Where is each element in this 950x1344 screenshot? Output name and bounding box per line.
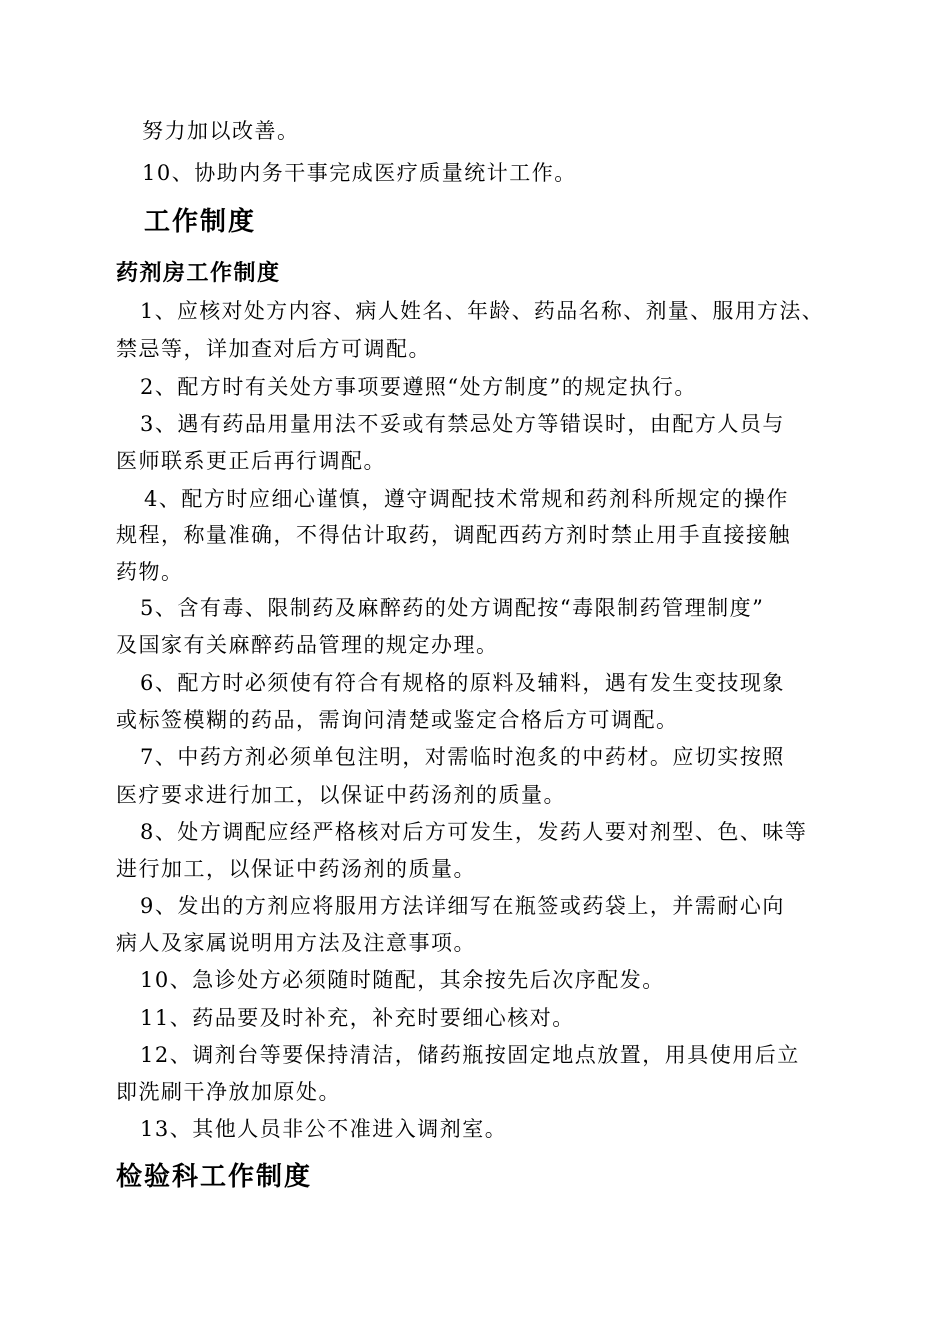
paragraph-line: 12、调剂台等要保持清洁，储药瓶按固定地点放置，用具使用后立 [140,1043,800,1067]
section-title: 工作制度 [144,207,257,237]
paragraph-line: 6、配方时必须使有符合有规格的原料及辅料，遇有发生变技现象 [140,671,785,695]
paragraph-line: 2、配方时有关处方事项要遵照“处方制度”的规定执行。 [140,375,697,399]
paragraph-line: 13、其他人员非公不准进入调剂室。 [140,1117,508,1141]
paragraph-line: 规程，称量准确，不得估计取药，调配西药方剂时禁止用手直接接触 [116,523,791,547]
paragraph-line: 4、配方时应细心谨慎，遵守调配技术常规和药剂科所规定的操作 [144,487,789,511]
paragraph-line: 即洗刷干净放加原处。 [116,1080,341,1104]
paragraph-line: 进行加工，以保证中药汤剂的质量。 [116,857,476,881]
paragraph-line: 禁忌等，详加查对后方可调配。 [116,337,431,361]
paragraph-line: 病人及家属说明用方法及注意事项。 [116,931,476,955]
paragraph-line: 及国家有关麻醉药品管理的规定办理。 [116,633,499,657]
intro-item-10: 10、协助内务干事完成医疗质量统计工作。 [142,161,577,185]
paragraph-line: 7、中药方剂必须单包注明，对需临时泡炙的中药材。应切实按照 [140,745,785,769]
paragraph-line: 医疗要求进行加工，以保证中药汤剂的质量。 [116,783,566,807]
paragraph-line: 药物。 [116,560,184,584]
paragraph-line: 1、应核对处方内容、病人姓名、年龄、药品名称、剂量、服用方法、 [140,299,825,323]
paragraph-line: 11、药品要及时补充，补充时要细心核对。 [140,1006,575,1030]
paragraph-line: 5、含有毒、限制药及麻醉药的处方调配按“毒限制药管理制度” [140,596,765,620]
paragraph-line: 或标签模糊的药品，需询问清楚或鉴定合格后方可调配。 [116,708,679,732]
paragraph-line: 3、遇有药品用量用法不妥或有禁忌处方等错误时，由配方人员与 [140,412,785,436]
intro-line: 努力加以改善。 [142,119,300,143]
paragraph-line: 9、发出的方剂应将服用方法详细写在瓶签或药袋上，并需耐心向 [140,894,785,918]
paragraph-line: 10、急诊处方必须随时随配，其余按先后次序配发。 [140,968,665,992]
lab-title: 检验科工作制度 [116,1162,313,1192]
paragraph-line: 医师联系更正后再行调配。 [116,449,386,473]
pharmacy-title: 药剂房工作制度 [116,261,281,286]
paragraph-line: 8、处方调配应经严格核对后方可发生，发药人要对剂型、色、味等 [140,820,808,844]
